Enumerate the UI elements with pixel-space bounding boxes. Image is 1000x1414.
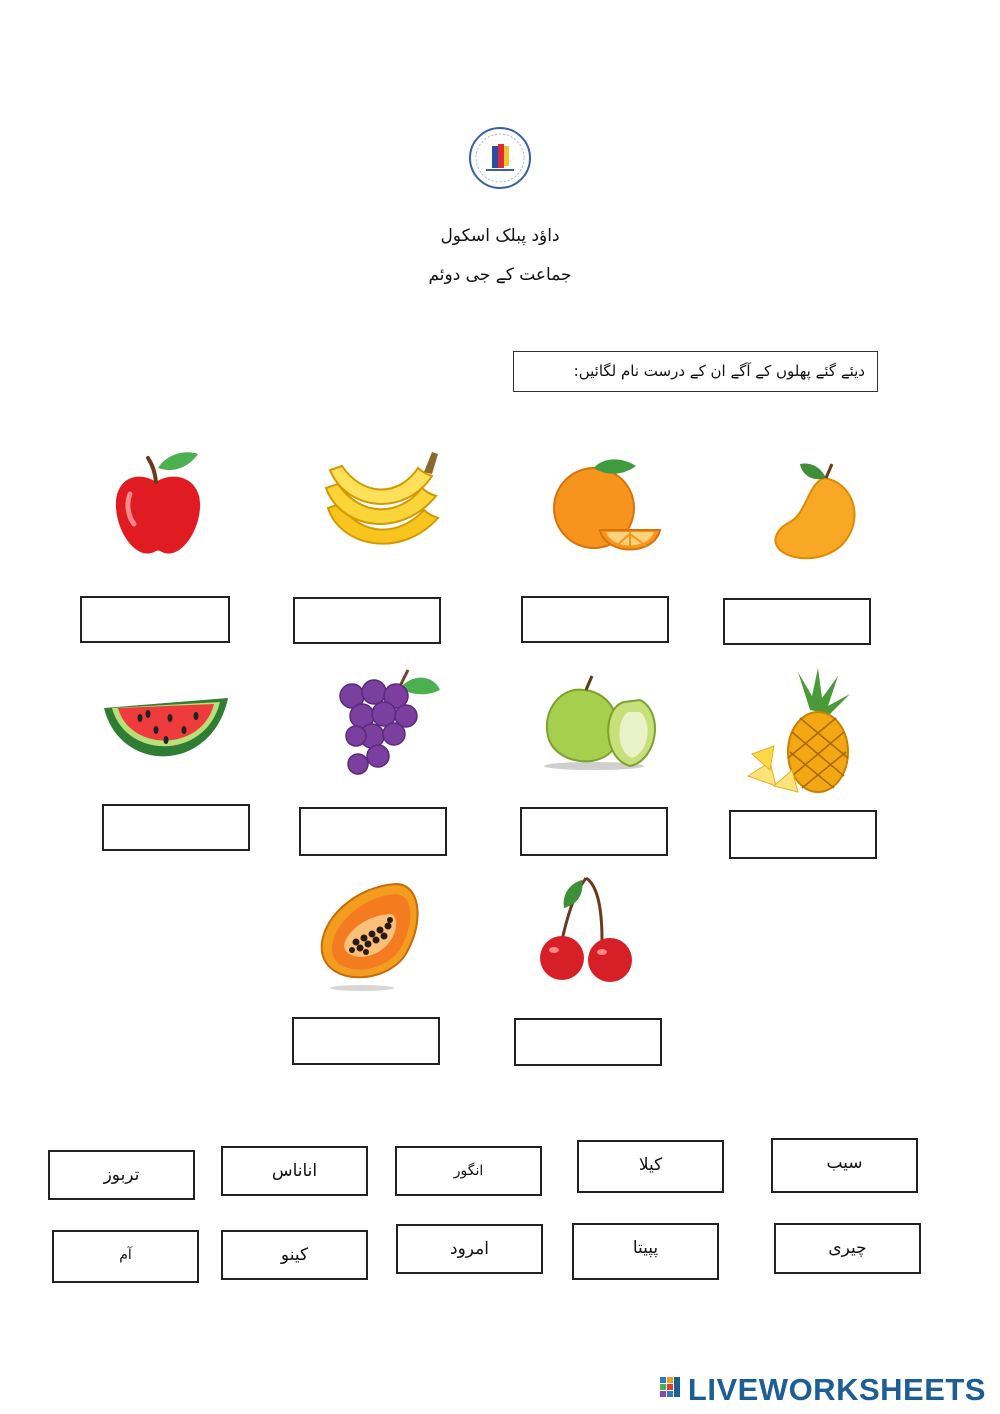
liveworksheets-brand bbox=[660, 1373, 986, 1407]
word-card-grapes[interactable]: انگور bbox=[395, 1146, 542, 1196]
liveworksheets-logo-icon bbox=[660, 1377, 682, 1403]
mango-icon bbox=[770, 460, 860, 562]
pineapple-icon bbox=[746, 666, 858, 794]
answer-box-pineapple[interactable] bbox=[729, 810, 877, 859]
word-card-papaya[interactable]: پپیتا bbox=[572, 1223, 719, 1280]
word-card-cherry[interactable]: چیری bbox=[774, 1223, 921, 1274]
word-card-apple[interactable]: سیب bbox=[771, 1138, 918, 1193]
guava-icon bbox=[540, 672, 664, 770]
instruction-box: دیئے گئے پھلوں کے آگے ان کے درست نام لگائیں: bbox=[513, 351, 878, 392]
banana-icon bbox=[320, 448, 446, 560]
word-card-kinnow[interactable]: کینو bbox=[221, 1230, 368, 1280]
answer-box-watermelon[interactable] bbox=[102, 804, 250, 851]
word-card-guava[interactable]: امرود bbox=[396, 1224, 543, 1274]
brand-text: LIVEWORKSHEETS bbox=[687, 1372, 986, 1407]
answer-box-mango[interactable] bbox=[723, 598, 871, 645]
answer-box-cherry[interactable] bbox=[514, 1018, 662, 1066]
answer-box-banana[interactable] bbox=[293, 597, 441, 644]
answer-box-orange[interactable] bbox=[521, 596, 669, 643]
grapes-icon bbox=[334, 668, 442, 780]
word-card-mango[interactable]: آم bbox=[52, 1230, 199, 1283]
word-card-pineapple[interactable]: اناناس bbox=[221, 1146, 368, 1196]
watermelon-icon bbox=[100, 694, 232, 768]
answer-box-grapes[interactable] bbox=[299, 807, 447, 856]
orange-icon bbox=[550, 456, 662, 556]
school-logo bbox=[468, 126, 532, 190]
answer-box-apple[interactable] bbox=[80, 596, 230, 643]
class-name: جماعت کے جی دوئم bbox=[428, 265, 572, 285]
cherry-icon bbox=[538, 874, 636, 986]
answer-box-guava[interactable] bbox=[520, 807, 668, 856]
school-name: داؤد پبلک اسکول bbox=[440, 226, 560, 246]
word-card-watermelon[interactable]: تربوز bbox=[48, 1150, 195, 1200]
apple-icon bbox=[108, 448, 204, 560]
papaya-icon bbox=[316, 880, 424, 992]
word-card-banana[interactable]: کیلا bbox=[577, 1140, 724, 1193]
answer-box-papaya[interactable] bbox=[292, 1017, 440, 1065]
